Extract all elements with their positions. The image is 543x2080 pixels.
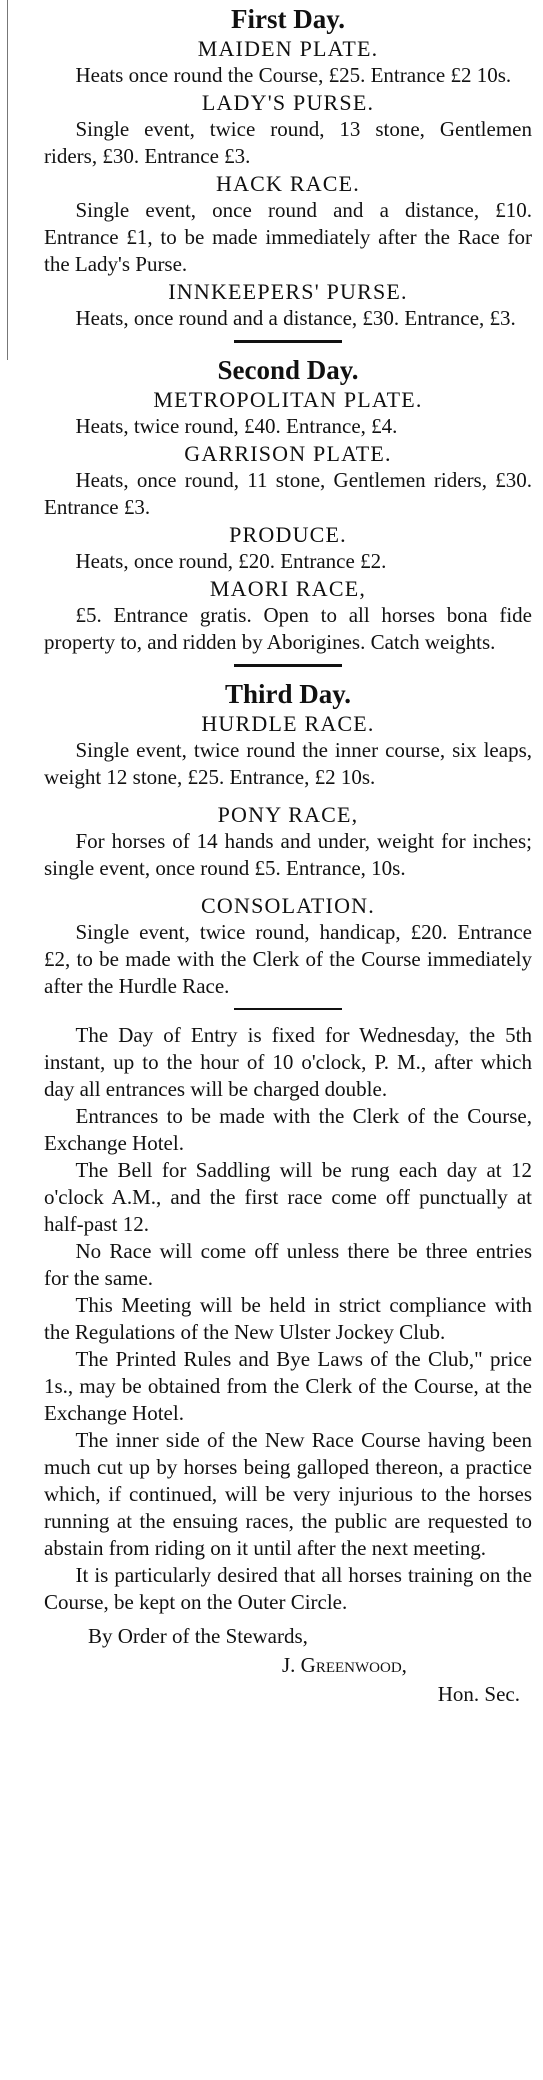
notice-paragraph: The Day of Entry is fixed for Wednesday, the 5th instant, up to the hour of 10 o'clock, P. M., after which day all entrances will be charged double. — [44, 1023, 532, 1101]
notice-paragraph: The inner side of the New Race Course having been much cut up by horses being galloped thereon, a practice which, if continued, will be very injurious to the horses running at the ensuing races, the public are requested to abstain from riding on it until after the next meeting. — [44, 1428, 532, 1560]
race-conditions: Heats once round the Course, £25. Entrance £2 10s. — [75, 63, 512, 87]
race-name: MAIDEN PLATE. — [197, 36, 379, 61]
race-conditions: £5. Entrance gratis. Open to all horses bona fide property to, and ridden by Aborigines. Catch weights. — [44, 603, 532, 654]
race-name: METROPOLITAN PLATE. — [153, 387, 423, 412]
race-conditions: Single event, once round and a distance, £10. Entrance £1, to be made immediately after the Race for the Lady's Purse. — [44, 198, 532, 276]
notice-paragraph: It is particularly desired that all horses training on the Course, be kept on the Outer Circle. — [44, 1563, 532, 1614]
signature-block — [44, 1622, 532, 1709]
notice-paragraph: The Bell for Saddling will be rung each day at 12 o'clock A.M., and the first race come off punctually at half-past 12. — [44, 1158, 532, 1236]
column-rule — [7, 0, 8, 360]
notice-paragraph: The Printed Rules and Bye Laws of the Club," price 1s., may be obtained from the Clerk of the Course, at the Exchange Hotel. — [44, 1347, 532, 1425]
notices-divider — [234, 1008, 342, 1010]
race-name: INNKEEPERS' PURSE. — [168, 279, 408, 304]
race-conditions: Heats, once round and a distance, £30. Entrance, £3. — [75, 306, 516, 330]
race-conditions: Single event, twice round, handicap, £20. Entrance £2, to be made with the Clerk of the Course immediately after the Hurdle Race. — [44, 920, 532, 998]
race-name: LADY'S PURSE. — [201, 90, 375, 115]
race-conditions: Heats, once round, 11 stone, Gentlemen riders, £30. Entrance £3. — [44, 468, 532, 519]
race-name: PRODUCE. — [229, 522, 347, 547]
race-conditions: Heats, twice round, £40. Entrance, £4. — [75, 414, 398, 438]
signature-title: Hon. Sec. — [437, 1682, 520, 1706]
day-heading: Third Day. — [224, 679, 352, 709]
race-programme — [44, 0, 532, 1709]
race-conditions: For horses of 14 hands and under, weight for inches; single event, once round £5. Entrance, 10s. — [44, 829, 532, 880]
section-divider — [234, 664, 342, 667]
race-name: HURDLE RACE. — [201, 711, 375, 736]
section-divider — [234, 340, 342, 343]
race-conditions: Single event, twice round, 13 stone, Gentlemen riders, £30. Entrance £3. — [44, 117, 532, 168]
signature-order: By Order of the Stewards, — [88, 1624, 308, 1648]
race-name: HACK RACE. — [215, 171, 360, 196]
notice-paragraph: No Race will come off unless there be three entries for the same. — [44, 1239, 532, 1290]
day-heading: First Day. — [231, 4, 345, 34]
race-name: GARRISON PLATE. — [184, 441, 392, 466]
second-day-section — [44, 355, 532, 656]
race-name: CONSOLATION. — [201, 893, 375, 918]
first-day-section — [44, 4, 532, 332]
notices-section — [44, 1022, 532, 1616]
notice-paragraph: This Meeting will be held in strict compliance with the Regulations of the New Ulster Jockey Club. — [44, 1293, 532, 1344]
race-name: PONY RACE, — [217, 802, 359, 827]
notice-paragraph: Entrances to be made with the Clerk of the Course, Exchange Hotel. — [44, 1104, 532, 1155]
race-conditions: Single event, twice round the inner course, six leaps, weight 12 stone, £25. Entrance, £2 10s. — [44, 738, 532, 789]
day-heading: Second Day. — [217, 355, 359, 385]
signature-name: J. Greenwood, — [282, 1653, 407, 1677]
third-day-section — [44, 679, 532, 1000]
race-name: MAORI RACE, — [209, 576, 367, 601]
race-conditions: Heats, once round, £20. Entrance £2. — [75, 549, 387, 573]
